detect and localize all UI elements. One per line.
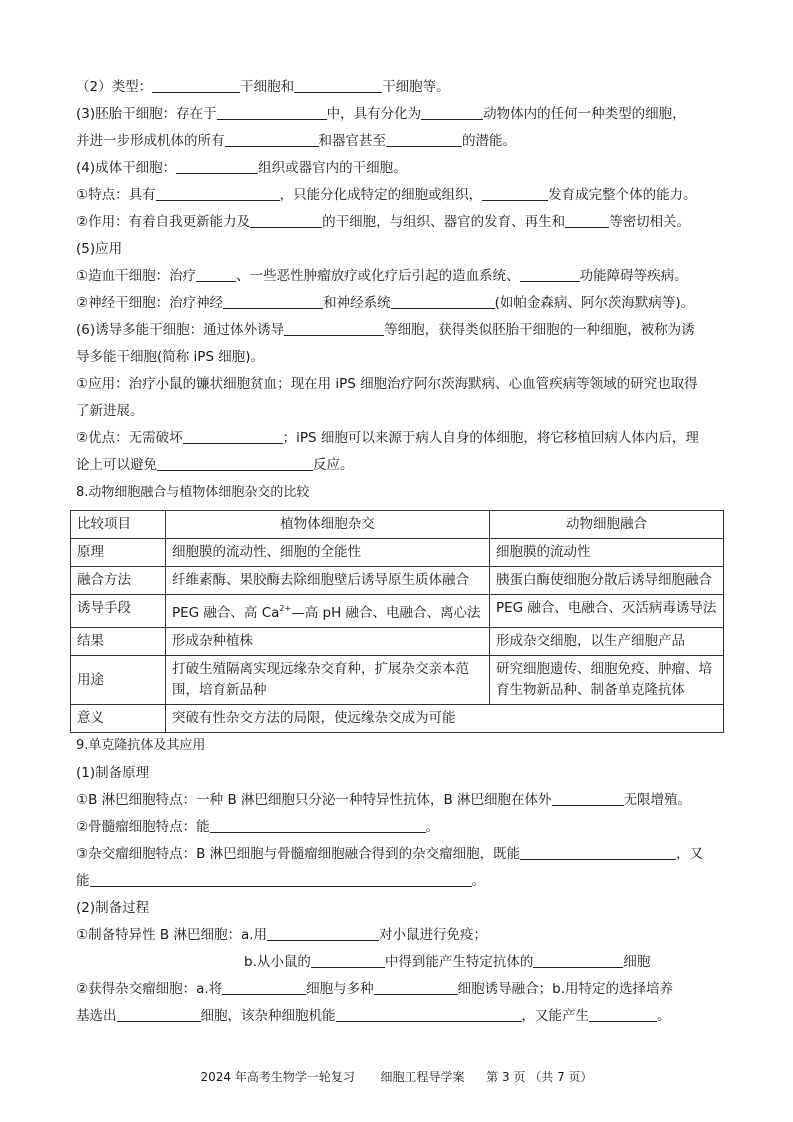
text: 发育成完整个体的能力。 — [548, 187, 697, 203]
text: ②骨髓瘤细胞特点：能 — [76, 819, 210, 835]
text: 导多能干细胞(简称 iPS 细胞)。 — [76, 349, 265, 365]
table-cell — [166, 595, 490, 628]
text: 等细胞，获得类似胚胎干细胞的一种细胞，被称为诱 — [384, 322, 695, 338]
table-cell: 细胞膜的流动性 — [490, 539, 724, 567]
text: 细胞诱导融合；b.用特定的选择培养 — [457, 981, 674, 997]
table-cell: 结果 — [71, 628, 166, 656]
text: (5)应用 — [76, 241, 123, 257]
line-adult-stem-cell — [76, 159, 407, 177]
table-row — [71, 539, 724, 567]
text: 功能障碍等疾病。 — [579, 268, 688, 284]
line-neural — [76, 294, 694, 312]
fill-blank[interactable] — [565, 213, 609, 228]
text: 的潜能。 — [462, 133, 516, 149]
line-ips-application — [76, 375, 698, 393]
text: 无限增殖。 — [623, 792, 692, 808]
line-ips-advantage — [76, 429, 699, 447]
fill-blank[interactable] — [520, 845, 676, 860]
text: ，只能分化成特定的细胞或组织， — [279, 187, 483, 203]
table-cell: 形成杂交细胞，以生产细胞产品 — [490, 628, 724, 656]
section-9-heading — [76, 737, 205, 755]
table-cell: 用途 — [71, 656, 166, 705]
line-hybridoma — [76, 845, 703, 863]
text: (3)胚胎干细胞：存在于 — [76, 106, 217, 122]
text: (如帕金森病、阿尔茨海默病等)。 — [494, 295, 695, 311]
text: 中，具有分化为 — [326, 106, 422, 122]
line-ips-advantage-cont — [76, 456, 354, 474]
line-myeloma — [76, 818, 439, 836]
text: ②获得杂交瘤细胞：a.将 — [76, 981, 223, 997]
fill-blank[interactable] — [157, 456, 313, 471]
table-cell: 融合方法 — [71, 567, 166, 595]
text: 干细胞等。 — [382, 79, 450, 95]
line-hybridoma-cont — [76, 872, 485, 890]
fill-blank[interactable] — [552, 791, 624, 806]
fill-blank[interactable] — [90, 872, 472, 887]
text: ①应用：治疗小鼠的镰状细胞贫血；现在用 iPS 细胞治疗阿尔茨海默病、心血管疾病等领域的研究也取得 — [76, 376, 698, 392]
fill-blank[interactable] — [176, 159, 258, 174]
text: 和神经系统 — [323, 295, 391, 311]
fill-blank[interactable] — [421, 105, 483, 120]
fill-blank[interactable] — [533, 953, 623, 968]
text: 了新进展。 — [76, 403, 144, 419]
fill-blank[interactable] — [156, 186, 280, 201]
section-8-heading — [76, 484, 309, 502]
line-ips-application-cont — [76, 402, 144, 420]
line-specific-b-cell — [76, 926, 487, 944]
text: 9.单克隆抗体及其应用 — [76, 738, 206, 753]
text: 、一些恶性肿瘤放疗或化疗后引起的造血系统、 — [236, 268, 520, 284]
line-embryonic-stem-cell — [76, 105, 686, 123]
fill-blank[interactable] — [250, 213, 322, 228]
table-row — [71, 656, 724, 705]
footer-title: 2024 年高考生物学一轮复习 — [200, 1070, 355, 1084]
table-row — [71, 595, 724, 628]
fill-blank[interactable] — [222, 980, 306, 995]
line-feature — [76, 186, 697, 204]
footer-subtitle: 细胞工程导学案 — [380, 1070, 465, 1084]
table-cell: 原理 — [71, 539, 166, 567]
footer-page-number: 第 3 页 （共 7 页） — [486, 1070, 593, 1084]
table-cell: 纤维素酶、果胶酶去除细胞壁后诱导原生质体融合 — [166, 567, 490, 595]
line-types — [76, 78, 450, 96]
fill-blank[interactable] — [117, 1007, 201, 1022]
text: 反应。 — [313, 457, 354, 473]
text: —高 pH 融合、电融合、离心法 — [291, 605, 481, 621]
line-ips — [76, 321, 695, 339]
fill-blank[interactable] — [386, 132, 462, 147]
text: 动物体内的任何一种类型的细胞， — [483, 106, 686, 122]
text: ③杂交瘤细胞特点：B 淋巴细胞与骨髓瘤细胞融合得到的杂交瘤细胞，既能 — [76, 846, 521, 862]
text: ①制备特异性 B 淋巴细胞：a.用 — [76, 927, 268, 943]
table-header-cell: 动物细胞融合 — [490, 511, 724, 539]
table-cell: 形成杂种植株 — [166, 628, 490, 656]
fill-blank[interactable] — [225, 132, 319, 147]
text: PEG 融合、高 Ca — [172, 605, 280, 621]
text: 。 — [657, 1008, 671, 1024]
fill-blank[interactable] — [520, 267, 580, 282]
text: 细胞，该杂种细胞机能 — [200, 1008, 336, 1024]
fill-blank[interactable] — [217, 105, 327, 120]
text: 等密切相关。 — [609, 214, 691, 230]
text: 干细胞和 — [240, 79, 295, 95]
text: ；iPS 细胞可以来源于病人自身的体细胞，将它移植回病人体内后，理 — [282, 430, 699, 446]
text: 组织或器官内的干细胞。 — [258, 160, 407, 176]
line-obtain-hybridoma — [76, 980, 673, 998]
superscript: 2+ — [279, 604, 292, 613]
text: 。 — [471, 873, 485, 889]
table-row — [71, 705, 724, 733]
text: ①特点：具有 — [76, 187, 156, 203]
text: (4)成体干细胞： — [76, 160, 177, 176]
line-embryonic-stem-cell-cont — [76, 132, 516, 150]
line-specific-b-cell-b — [244, 953, 650, 971]
line-function — [76, 213, 690, 231]
table-header-cell: 比较项目 — [71, 511, 166, 539]
text: ①造血干细胞：治疗 — [76, 268, 197, 284]
fill-blank[interactable] — [223, 294, 323, 309]
line-obtain-hybridoma-cont — [76, 1007, 671, 1025]
text: 并进一步形成机体的所有 — [76, 133, 225, 149]
text: 对小鼠进行免疫； — [379, 927, 488, 943]
fill-blank[interactable] — [374, 980, 458, 995]
text: b.从小鼠的 — [244, 954, 311, 970]
line-application-heading — [76, 240, 122, 258]
table-row — [71, 628, 724, 656]
text: ②作用：有着自我更新能力及 — [76, 214, 251, 230]
comparison-table — [70, 510, 724, 733]
table-cell: 诱导手段 — [71, 595, 166, 628]
fill-blank[interactable] — [267, 926, 379, 941]
table-cell: 胰蛋白酶使细胞分散后诱导细胞融合 — [490, 567, 724, 595]
fill-blank[interactable] — [210, 818, 426, 833]
table-cell: 打破生殖隔离实现远缘杂交育种，扩展杂交亲本范围，培育新品种 — [166, 656, 490, 705]
line-principle-heading — [76, 764, 149, 782]
text: 基选出 — [76, 1008, 117, 1024]
text: 的干细胞，与组织、器官的发育、再生和 — [322, 214, 566, 230]
fill-blank[interactable] — [196, 267, 236, 282]
fill-blank[interactable] — [152, 78, 240, 93]
page-footer — [0, 1068, 793, 1085]
text: (6)诱导多能干细胞：通过体外诱导 — [76, 322, 285, 338]
text: ，又 — [676, 846, 704, 862]
text: ②优点：无需破坏 — [76, 430, 183, 446]
table-cell: 意义 — [71, 705, 166, 733]
line-b-lymphocyte — [76, 791, 691, 809]
table-header-cell: 植物体细胞杂交 — [166, 511, 490, 539]
line-ips-cont — [76, 348, 264, 366]
text: 能 — [76, 873, 90, 889]
fill-blank[interactable] — [311, 953, 385, 968]
fill-blank[interactable] — [294, 78, 382, 93]
text: 论上可以避免 — [76, 457, 157, 473]
text: 细胞 — [623, 954, 651, 970]
line-process-heading — [76, 899, 149, 917]
fill-blank[interactable] — [391, 294, 495, 309]
fill-blank[interactable] — [183, 429, 283, 444]
table-header-row — [71, 511, 724, 539]
table-cell: PEG 融合、电融合、灭活病毒诱导法 — [490, 595, 724, 628]
fill-blank[interactable] — [589, 1007, 657, 1022]
text: ②神经干细胞：治疗神经 — [76, 295, 224, 311]
table-cell: 细胞膜的流动性、细胞的全能性 — [166, 539, 490, 567]
text: 细胞与多种 — [306, 981, 374, 997]
text: 和器官甚至 — [318, 133, 386, 149]
table-cell: 研究细胞遗传、细胞免疫、肿瘤、培育生物新品种、制备单克隆抗体 — [490, 656, 724, 705]
text: (1)制备原理 — [76, 765, 150, 781]
line-hematopoietic — [76, 267, 688, 285]
fill-blank[interactable] — [482, 186, 548, 201]
text: ①B 淋巴细胞特点：一种 B 淋巴细胞只分泌一种特异性抗体，B 淋巴细胞在体外 — [76, 792, 552, 808]
fill-blank[interactable] — [284, 321, 384, 336]
table-row — [71, 567, 724, 595]
text: 中得到能产生特定抗体的 — [384, 954, 534, 970]
text: （2）类型： — [76, 79, 153, 95]
text: 8.动物细胞融合与植物体细胞杂交的比较 — [76, 485, 310, 500]
text: 。 — [425, 819, 440, 835]
table-cell: 突破有性杂交方法的局限，使远缘杂交成为可能 — [166, 705, 724, 733]
fill-blank[interactable] — [336, 1007, 522, 1022]
text: ，又能产生 — [521, 1008, 589, 1024]
text: (2)制备过程 — [76, 900, 150, 916]
